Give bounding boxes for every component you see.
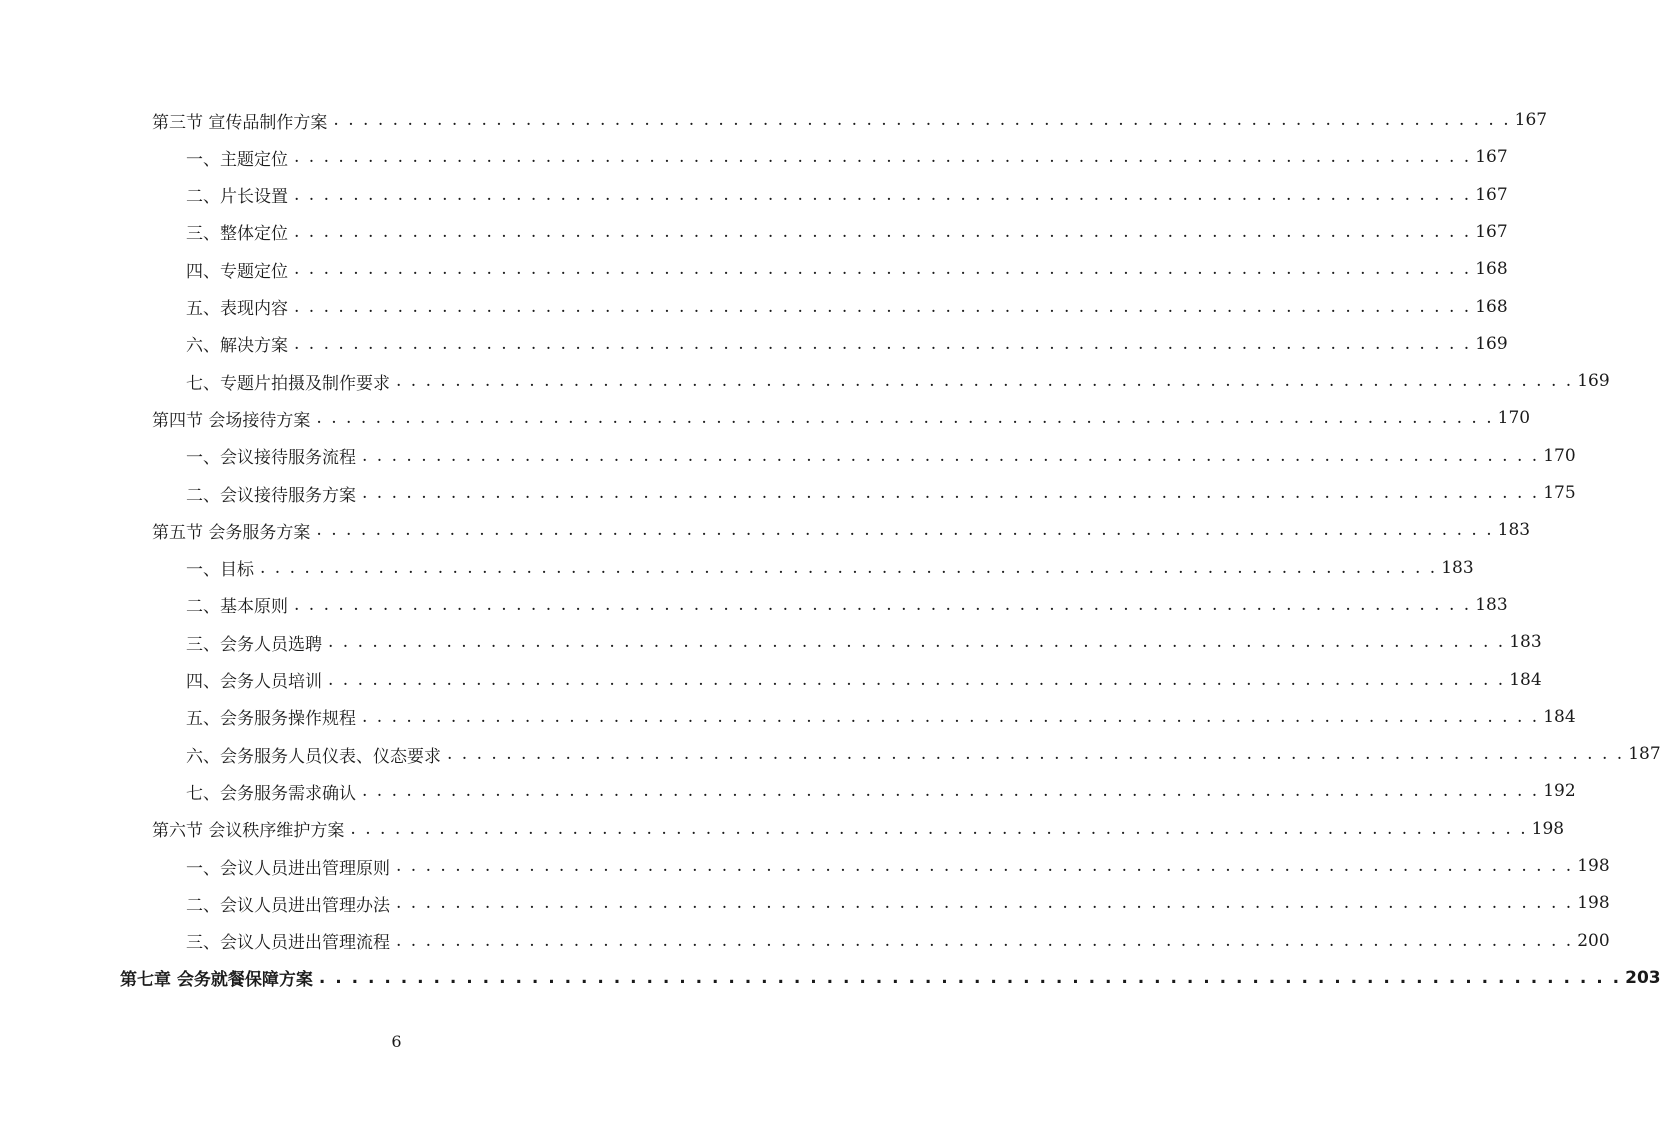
toc-row (0, 475, 1576, 511)
toc-row (0, 326, 1508, 362)
dot-leader: . . . . . . . . . . . . . . . . . . . . . . . . . . . . . . . . . . . . . . . . . . . . . . . . . . . . . . . . . . . . . . . . . . . . . . . . . . . . . . . . (396, 856, 1574, 876)
toc-row (0, 363, 1610, 399)
toc-entry-item[interactable] (186, 773, 1576, 809)
toc-entry-label: 七、会务服务需求确认 (186, 783, 356, 804)
toc-entry-item[interactable] (186, 848, 1610, 884)
toc-row (0, 624, 1542, 660)
toc-entry-label: 一、目标 (186, 560, 254, 581)
toc-entry-page: 198 (1577, 893, 1610, 914)
dot-leader: . . . . . . . . . . . . . . . . . . . . . . . . . . . . . . . . . . . . . . . . . . . . . . . . . . . . . . . . . . . . . . . . . . . . . . . . . . . . . . . . (333, 110, 1511, 130)
toc-entry-item[interactable] (186, 923, 1610, 959)
toc-row (0, 400, 1531, 436)
toc-entry-label: 六、会务服务人员仪表、仪态要求 (186, 746, 441, 767)
toc-row (0, 699, 1576, 735)
toc-entry-label: 三、会务人员选聘 (186, 634, 322, 655)
dot-leader: . . . . . . . . . . . . . . . . . . . . . . . . . . . . . . . . . . . . . . . . . . . . . . . . . . . . . . . . . . . . . . . . . . . . . . . . . . . . . . . . (396, 371, 1574, 392)
toc-entry-label: 一、会议人员进出管理原则 (186, 858, 390, 879)
toc-entry-chapter[interactable] (120, 960, 1661, 996)
toc-row (0, 512, 1531, 548)
toc-row (0, 811, 1565, 847)
page-number: 6 (391, 1032, 402, 1051)
toc-entry-label: 二、会议人员进出管理办法 (186, 895, 390, 916)
toc-entry-item[interactable] (186, 699, 1576, 735)
toc-row (0, 662, 1542, 698)
toc-entry-page: 203 (1625, 967, 1661, 988)
toc-entry-page: 183 (1509, 632, 1542, 653)
dot-leader: . . . . . . . . . . . . . . . . . . . . . . . . . . . . . . . . . . . . . . . . . . . . . . . . . . . . . . . . . . . . . . . . . . . . . . . . . . . . . . . . (316, 408, 1494, 429)
toc-entry-label: 七、专题片拍摄及制作要求 (186, 373, 390, 394)
toc-entry-page: 167 (1475, 221, 1508, 242)
dot-leader: . . . . . . . . . . . . . . . . . . . . . . . . . . . . . . . . . . . . . . . . . . . . . . . . . . . . . . . . . . . . . . . . . . . . . . . . . . . . . . . . (294, 221, 1472, 242)
toc-row (0, 438, 1576, 474)
toc-entry-page: 187 (1628, 744, 1661, 765)
toc-entry-page: 198 (1577, 856, 1610, 876)
toc-entry-item[interactable] (186, 587, 1508, 623)
toc-entry-item[interactable] (186, 662, 1542, 698)
toc-entry-label: 三、会议人员进出管理流程 (186, 933, 390, 954)
toc-entry-page: 200 (1577, 930, 1610, 951)
toc-entry-item[interactable] (186, 438, 1576, 474)
toc-entry-item[interactable] (186, 214, 1508, 250)
dot-leader: . . . . . . . . . . . . . . . . . . . . . . . . . . . . . . . . . . . . . . . . . . . . . . . . . . . . . . . . . . . . . . . . . . . . . . . . . . . . . . . . (294, 333, 1472, 354)
dot-leader: . . . . . . . . . . . . . . . . . . . . . . . . . . . . . . . . . . . . . . . . . . . . . . . . . . . . . . . . . . . . . . . . . . . . . . . . . . . . . . . . (318, 967, 1622, 988)
toc-entry-label: 一、主题定位 (186, 149, 288, 170)
toc-entry-page: 167 (1514, 110, 1548, 130)
dot-leader: . . . . . . . . . . . . . . . . . . . . . . . . . . . . . . . . . . . . . . . . . . . . . . . . . . . . . . . . . . . . . . . . . . . . . . . . . . . . . . . . (328, 632, 1506, 653)
toc-entry-label: 五、表现内容 (186, 299, 288, 319)
toc-entry-page: 183 (1441, 557, 1474, 578)
dot-leader: . . . . . . . . . . . . . . . . . . . . . . . . . . . . . . . . . . . . . . . . . . . . . . . . . . . . . . . . . . . . . . . . . . . . . . . . . . . . . . . . (362, 445, 1540, 466)
toc-entry-page: 184 (1509, 669, 1542, 690)
toc-entry-label: 第五节 会务服务方案 (152, 522, 311, 543)
toc-row (0, 214, 1508, 250)
toc-entry-item[interactable] (186, 326, 1508, 362)
toc-entry-item[interactable] (186, 624, 1542, 660)
toc-row (0, 773, 1576, 809)
toc-entry-item[interactable] (186, 475, 1576, 511)
toc-row (0, 251, 1508, 287)
toc-entry-label: 三、整体定位 (186, 224, 288, 245)
toc-entry-page: 167 (1475, 147, 1508, 168)
toc-entry-label: 二、片长设置 (186, 187, 288, 208)
toc-entry-page: 168 (1475, 259, 1508, 280)
dot-leader: . . . . . . . . . . . . . . . . . . . . . . . . . . . . . . . . . . . . . . . . . . . . . . . . . . . . . . . . . . . . . . . . . . . . . . . . . . . . . . . . (350, 818, 1528, 839)
toc-row (0, 550, 1474, 586)
toc-row (0, 923, 1610, 959)
toc-row (0, 289, 1508, 325)
dot-leader: . . . . . . . . . . . . . . . . . . . . . . . . . . . . . . . . . . . . . . . . . . . . . . . . . . . . . . . . . . . . . . . . . . . . . . . . . . . . . . . . (294, 147, 1472, 168)
dot-leader: . . . . . . . . . . . . . . . . . . . . . . . . . . . . . . . . . . . . . . . . . . . . . . . . . . . . . . . . . . . . . . . . . . . . . . . . . . . . . . . . (447, 744, 1625, 765)
dot-leader: . . . . . . . . . . . . . . . . . . . . . . . . . . . . . . . . . . . . . . . . . . . . . . . . . . . . . . . . . . . . . . . . . . . . . . . . . . . . . . . . (396, 893, 1574, 914)
toc-row (0, 848, 1610, 884)
toc-entry-label: 六、解决方案 (186, 336, 288, 357)
toc-entry-item[interactable] (186, 251, 1508, 287)
toc-entry-page: 183 (1497, 520, 1531, 541)
dot-leader: . . . . . . . . . . . . . . . . . . . . . . . . . . . . . . . . . . . . . . . . . . . . . . . . . . . . . . . . . . . . . . . . . . . . . . . . . . . . . . . . (294, 259, 1472, 280)
dot-leader: . . . . . . . . . . . . . . . . . . . . . . . . . . . . . . . . . . . . . . . . . . . . . . . . . . . . . . . . . . . . . . . . . . . . . . . . . . . . . . . . (396, 930, 1574, 951)
toc-entry-item[interactable] (186, 177, 1508, 213)
toc-entry-label: 二、基本原则 (186, 597, 288, 618)
toc-entry-page: 184 (1543, 706, 1576, 727)
toc-entry-label: 一、会议接待服务流程 (186, 448, 356, 469)
toc-entry-page: 169 (1475, 333, 1508, 354)
toc-entry-label: 第三节 宣传品制作方案 (152, 112, 328, 133)
toc-entry-section[interactable] (152, 400, 1531, 436)
toc-entry-item[interactable] (186, 550, 1474, 586)
toc-row (0, 960, 1661, 996)
toc-entry-page: 168 (1475, 296, 1508, 317)
toc-row (0, 736, 1661, 772)
toc-entry-item[interactable] (186, 885, 1610, 921)
dot-leader: . . . . . . . . . . . . . . . . . . . . . . . . . . . . . . . . . . . . . . . . . . . . . . . . . . . . . . . . . . . . . . . . . . . . . . . . . . . . . . . . (294, 296, 1472, 317)
toc-entry-section[interactable] (152, 512, 1531, 548)
dot-leader: . . . . . . . . . . . . . . . . . . . . . . . . . . . . . . . . . . . . . . . . . . . . . . . . . . . . . . . . . . . . . . . . . . . . . . . . . . . . . . . . (294, 594, 1472, 615)
toc-entry-page: 170 (1497, 408, 1531, 429)
toc-entry-page: 169 (1577, 371, 1610, 392)
toc-entry-page: 198 (1531, 818, 1565, 839)
dot-leader: . . . . . . . . . . . . . . . . . . . . . . . . . . . . . . . . . . . . . . . . . . . . . . . . . . . . . . . . . . . . . . . . . . . . . . . . . . . . . . . . (316, 520, 1494, 541)
toc-entry-page: 175 (1543, 483, 1576, 503)
toc-entry-label: 五、会务服务操作规程 (186, 709, 356, 730)
toc-entry-item[interactable] (186, 289, 1508, 325)
toc-row (0, 139, 1508, 175)
toc-row (0, 587, 1508, 623)
toc-entry-item[interactable] (186, 736, 1661, 772)
dot-leader: . . . . . . . . . . . . . . . . . . . . . . . . . . . . . . . . . . . . . . . . . . . . . . . . . . . . . . . . . . . . . . . . . . . . . . . . . . . . . . . . (362, 483, 1540, 503)
toc-row (0, 177, 1508, 213)
toc-entry-section[interactable] (152, 102, 1548, 138)
toc-row (0, 885, 1610, 921)
toc-entry-item[interactable] (186, 363, 1610, 399)
toc-entry-label: 四、专题定位 (186, 261, 288, 282)
toc-entry-label: 四、会务人员培训 (186, 672, 322, 692)
toc-entry-label: 二、会议接待服务方案 (186, 485, 356, 506)
toc-entry-page: 167 (1475, 184, 1508, 205)
toc-row (0, 102, 1548, 138)
dot-leader: . . . . . . . . . . . . . . . . . . . . . . . . . . . . . . . . . . . . . . . . . . . . . . . . . . . . . . . . . . . . . . . . . . . . . . . . . . . . . . . . (328, 669, 1506, 690)
toc-entry-label: 第六节 会议秩序维护方案 (152, 821, 345, 842)
dot-leader: . . . . . . . . . . . . . . . . . . . . . . . . . . . . . . . . . . . . . . . . . . . . . . . . . . . . . . . . . . . . . . . . . . . . . . . . . . . . . . . . (362, 781, 1540, 802)
toc-entry-page: 183 (1475, 594, 1508, 615)
toc-entry-page: 192 (1543, 781, 1576, 802)
toc-entry-item[interactable] (186, 139, 1508, 175)
dot-leader: . . . . . . . . . . . . . . . . . . . . . . . . . . . . . . . . . . . . . . . . . . . . . . . . . . . . . . . . . . . . . . . . . . . . . . . . . . . . . . . . (294, 184, 1472, 205)
toc-entry-label: 第四节 会场接待方案 (152, 410, 311, 431)
dot-leader: . . . . . . . . . . . . . . . . . . . . . . . . . . . . . . . . . . . . . . . . . . . . . . . . . . . . . . . . . . . . . . . . . . . . . . . . . . . . . . . . (362, 706, 1540, 727)
toc-entry-page: 170 (1543, 445, 1576, 466)
toc-entry-section[interactable] (152, 811, 1565, 847)
toc-entry-label: 第七章 会务就餐保障方案 (120, 970, 313, 991)
dot-leader: . . . . . . . . . . . . . . . . . . . . . . . . . . . . . . . . . . . . . . . . . . . . . . . . . . . . . . . . . . . . . . . . . . . . . . . . . . . . . . . . (260, 557, 1438, 578)
